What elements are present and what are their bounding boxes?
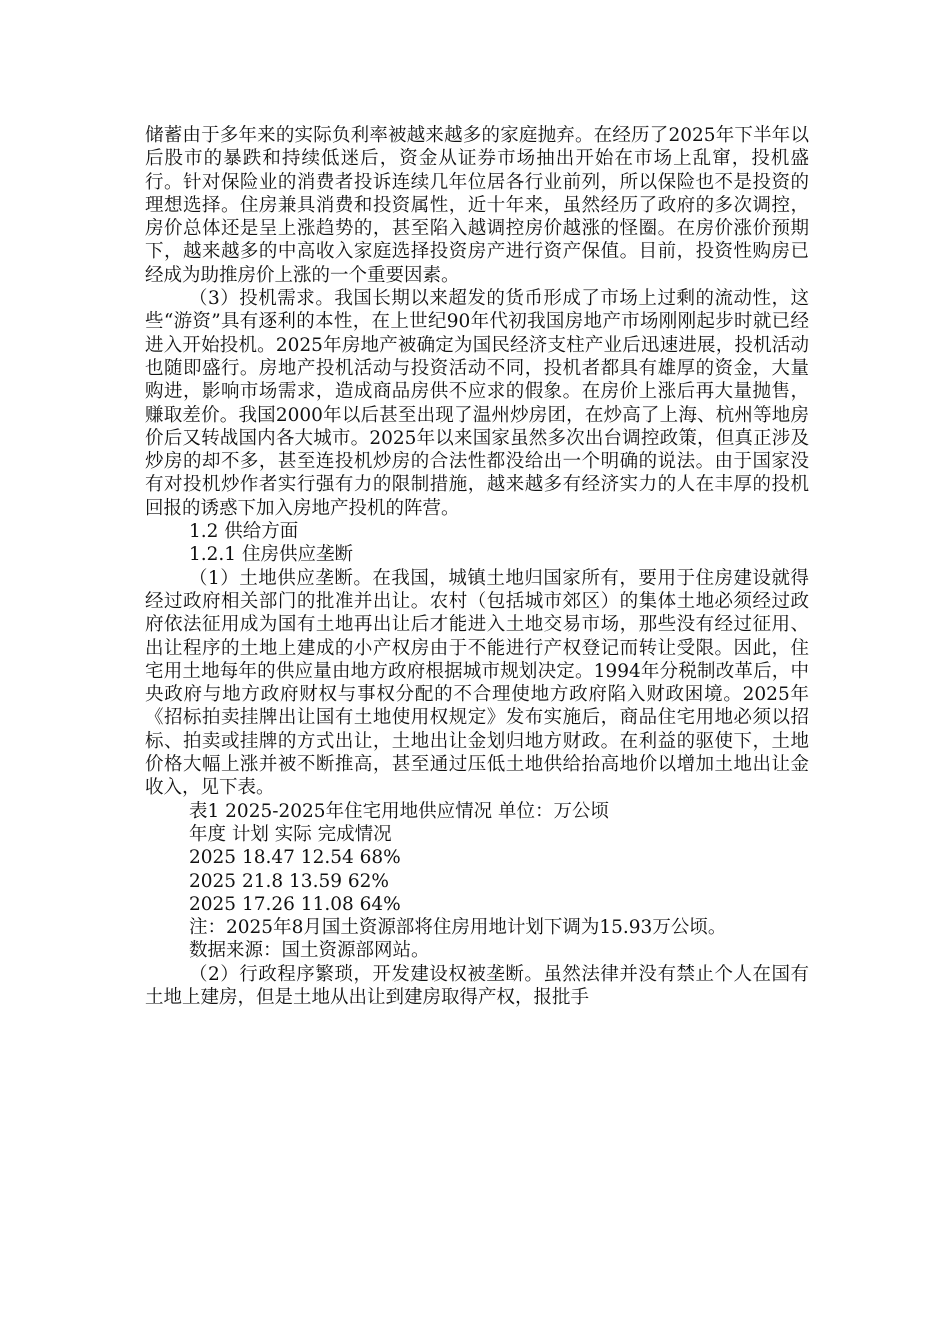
paragraph-land-supply: （1）土地供应垄断。在我国，城镇土地归国家所有，要用于住房建设就得经过政府相关部门的批准并出让。农村（包括城市郊区）的集体土地必须经过政府依法征用成为国有土地再出让后才能进入土地交易市场，那些没有经过征用、出让程序的土地上建成的小产权房由于不能进行产权登记而转让受限。因此，住宅用土地每年的供应量由地方政府根据城市规划决定。1994年分税制改革后，中央政府与地方政府财权与事权分配的不合理使地方政府陷入财政困境。2025年《招标拍卖挂牌出让国有土地使用权规定》发布实施后，商品住宅用地必须以招标、拍卖或挂牌的方式出让，土地出让金划归地方财政。在利益的驱使下，土地价格大幅上涨并被不断推高，甚至通过压低土地供给抬高地价以增加土地出让金收入，见下表。 (145, 567, 809, 799)
paragraph-savings: 储蓄由于多年来的实际负利率被越来越多的家庭抛弃。在经历了2025年下半年以后股市的暴跌和持续低迷后，资金从证券市场抽出开始在市场上乱窜，投机盛行。针对保险业的消费者投诉连续几年位居各行业前列，所以保险也不是投资的理想选择。住房兼具消费和投资属性，近十年来，虽然经历了政府的多次调控，房价总体还是呈上涨趋势的，甚至陷入越调控房价越涨的怪圈。在房价涨价预期下，越来越多的中高收入家庭选择投资房产进行资产保值。目前，投资性购房已经成为助推房价上涨的一个重要因素。 (145, 125, 809, 286)
table-note: 注：2025年8月国土资源部将住房用地计划下调为15.93万公顷。 (189, 917, 727, 939)
table-row: 2025 21.8 13.59 62% (189, 870, 389, 892)
table-caption: 表1 2025-2025年住宅用地供应情况 单位：万公顷 (189, 800, 609, 822)
table-row: 2025 17.26 11.08 64% (189, 893, 401, 915)
document-body (145, 124, 809, 1009)
table-header: 年度 计划 实际 完成情况 (189, 823, 392, 845)
paragraph-speculation-demand: （3）投机需求。我国长期以来超发的货币形成了市场上过剩的流动性，这些“游资”具有逐利的本性，在上世纪90年代初我国房地产市场刚刚起步时就已经进入开始投机。2025年房地产被确定为国民经济支柱产业后迅速进展，投机活动也随即盛行。房地产投机活动与投资活动不同，投机者都具有雄厚的资金，大量购进，影响市场需求，造成商品房供不应求的假象。在房价上涨后再大量抛售，赚取差价。我国2000年以后甚至出现了温州炒房团，在炒高了上海、杭州等地房价后又转战国内各大城市。2025年以来国家虽然多次出台调控政策，但真正涉及炒房的却不多，甚至连投机炒房的合法性都没给出一个明确的说法。由于国家没有对投机炒作者实行强有力的限制措施，越来越多有经济实力的人在丰厚的投机回报的诱惑下加入房地产投机的阵营。 (145, 288, 809, 519)
table-row: 2025 18.47 12.54 68% (189, 847, 401, 869)
subsection-heading: 1.2.1 住房供应垄断 (189, 544, 353, 566)
paragraph-admin-procedure: （2）行政程序繁琐，开发建设权被垄断。虽然法律并没有禁止个人在国有土地上建房，但是土地从出让到建房取得产权，报批手 (145, 963, 809, 1008)
section-heading: 1.2 供给方面 (189, 521, 299, 543)
table-source: 数据来源：国土资源部网站。 (189, 940, 430, 962)
